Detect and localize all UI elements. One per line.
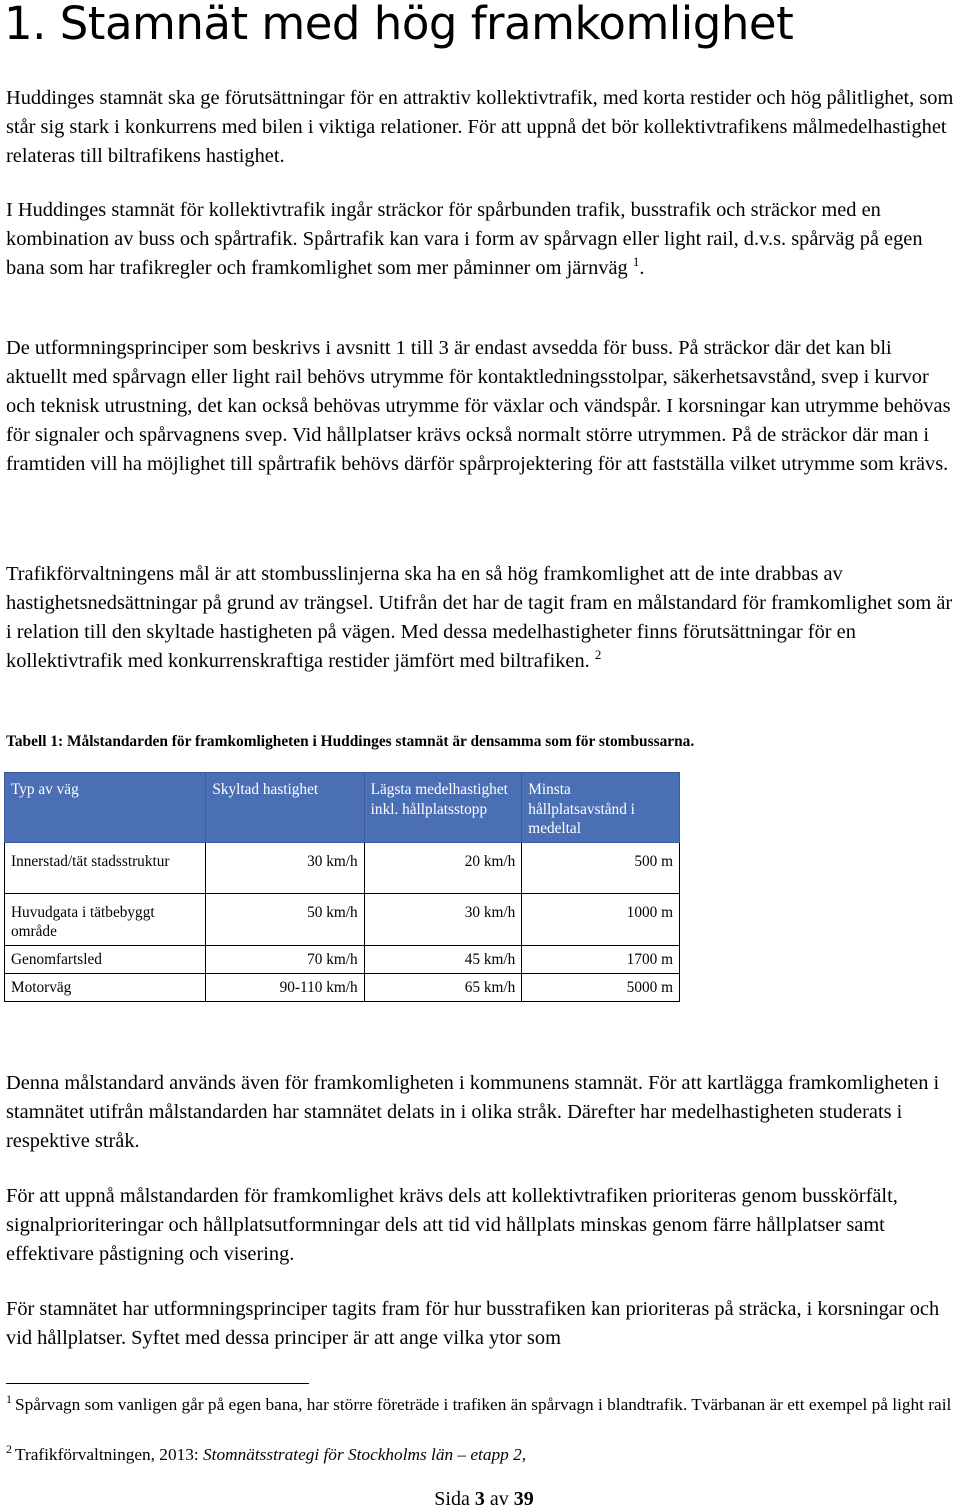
paragraph-end: .	[639, 257, 645, 279]
table-cell: 30 km/h	[206, 842, 364, 893]
table-cell: 65 km/h	[364, 973, 522, 1001]
table-header-row	[5, 773, 680, 843]
current-page: 3	[474, 1488, 485, 1510]
column-header: Skyltad hastighet	[206, 773, 364, 843]
table-cell: Huvudgata i tätbebyggt område	[5, 893, 206, 945]
page-separator: av	[484, 1488, 514, 1510]
footnote-ref: 1	[632, 254, 640, 270]
table-cell: Motorväg	[5, 973, 206, 1001]
paragraph: För att uppnå målstandarden för framkomlighet krävs dels att kollektivtrafiken prioriteras genom busskörfält, signalprioriteringar och hållplatsutformningar dels att tid vid hållplats minskas genom färre hållplatser samt effektivare påstigning och visering.	[6, 1185, 898, 1265]
table-cell: 90-110 km/h	[206, 973, 364, 1001]
footnote	[6, 1444, 956, 1466]
table-cell: 30 km/h	[364, 893, 522, 945]
table-cell: 500 m	[522, 842, 680, 893]
table-cell: 1700 m	[522, 945, 680, 973]
footnote-italic-title: Stomnätsstrategi för Stockholms län – etapp 2,	[203, 1445, 527, 1464]
footnote-text: Trafikförvaltningen, 2013:	[15, 1445, 203, 1464]
column-header: Typ av väg	[5, 773, 206, 843]
section-heading: 1. Stamnät med hög framkomlighet	[4, 0, 794, 50]
column-header: Lägsta medelhastighet inkl. hållplatsstopp	[364, 773, 522, 843]
paragraph: Huddinges stamnät ska ge förutsättningar för en attraktiv kollektivtrafik, med korta restider och hög pålitlighet, som står sig stark i konkurrens med bilen i viktiga relationer. För att uppnå det bör kollektivtrafikens målmedelhastighet relateras till biltrafikens hastighet.	[6, 87, 954, 167]
footnote-text: Spårvagn som vanligen går på egen bana, har större företräde i trafiken än spårvagn i blandtrafik. Tvärbanan är ett exempel på light rail	[15, 1395, 952, 1414]
table-row	[5, 973, 680, 1001]
footnote-number: 1	[6, 1392, 12, 1407]
table-cell: 1000 m	[522, 893, 680, 945]
table-row	[5, 945, 680, 973]
page-label: Sida	[434, 1488, 475, 1510]
table-cell: 20 km/h	[364, 842, 522, 893]
table-cell: Innerstad/tät stadsstruktur	[5, 842, 206, 893]
footnote-number: 2	[6, 1442, 12, 1457]
table-cell: 50 km/h	[206, 893, 364, 945]
footnote-ref: 2	[594, 647, 602, 663]
table-cell: 5000 m	[522, 973, 680, 1001]
table-cell: Genomfartsled	[5, 945, 206, 973]
footnote	[6, 1394, 956, 1416]
paragraph: För stamnätet har utformningsprinciper tagits fram för hur busstrafiken kan prioriteras på sträcka, i korsningar och vid hållplatser. Syftet med dessa principer är att ange vilka ytor som	[6, 1298, 940, 1349]
paragraph-text: I Huddinges stamnät för kollektivtrafik ingår sträckor för spårbunden trafik, busstrafik och sträckor med en kombination av buss och spårtrafik. Spårtrafik kan vara i form av spårvagn eller light rail, d.v.s. spårväg på egen bana som har trafikregler och framkomlighet som mer påminner om järnväg	[6, 199, 923, 279]
target-standard-table	[4, 772, 680, 1002]
table-caption: Tabell 1: Målstandarden för framkomligheten i Huddinges stamnät är densamma som för stombussarna.	[6, 733, 695, 750]
total-pages: 39	[513, 1488, 534, 1510]
paragraph-text: Trafikförvaltningens mål är att stombusslinjerna ska ha en så hög framkomlighet att de inte drabbas av hastighetsnedsättningar på grund av trängsel. Utifrån det har de tagit fram en målstandard för framkomlighet som är i relation till den skyltade hastigheten på vägen. Med dessa medelhastigheter finns förutsättningar för en kollektivtrafik med konkurrenskraftiga restider jämfört med biltrafiken.	[6, 563, 953, 672]
paragraph: De utformningsprinciper som beskrivs i avsnitt 1 till 3 är endast avsedda för buss. På sträckor där det kan bli aktuellt med spårvagn eller light rail behövs utrymme för kontaktledningsstolpar, säkerhetsavstånd, svep i kurvor och teknisk utrustning, det kan också behövas utrymme för växlar och vändspår. I korsningar kan utrymme behövas för signaler och spårvagnens svep. Vid hållplatser krävs också normalt större utrymmen. På de sträckor där man i framtiden vill ha möjlighet till spårtrafik behövs därför spårprojektering för att fastställa vilket utrymme som krävs.	[6, 337, 951, 475]
paragraph: Denna målstandard används även för framkomligheten i kommunens stamnät. För att kartlägga framkomligheten i stamnätet utifrån målstandarden har stamnätet delats in i olika stråk. Därefter har medelhastigheten studerats i respektive stråk.	[6, 1072, 940, 1152]
page-number-footer	[0, 1487, 960, 1511]
table-row	[5, 842, 680, 893]
paragraph	[6, 560, 956, 676]
table-cell: 70 km/h	[206, 945, 364, 973]
footnote-separator	[6, 1383, 309, 1384]
paragraph	[6, 196, 956, 283]
table-cell: 45 km/h	[364, 945, 522, 973]
column-header: Minsta hållplatsavstånd i medeltal	[522, 773, 680, 843]
table-row	[5, 893, 680, 945]
